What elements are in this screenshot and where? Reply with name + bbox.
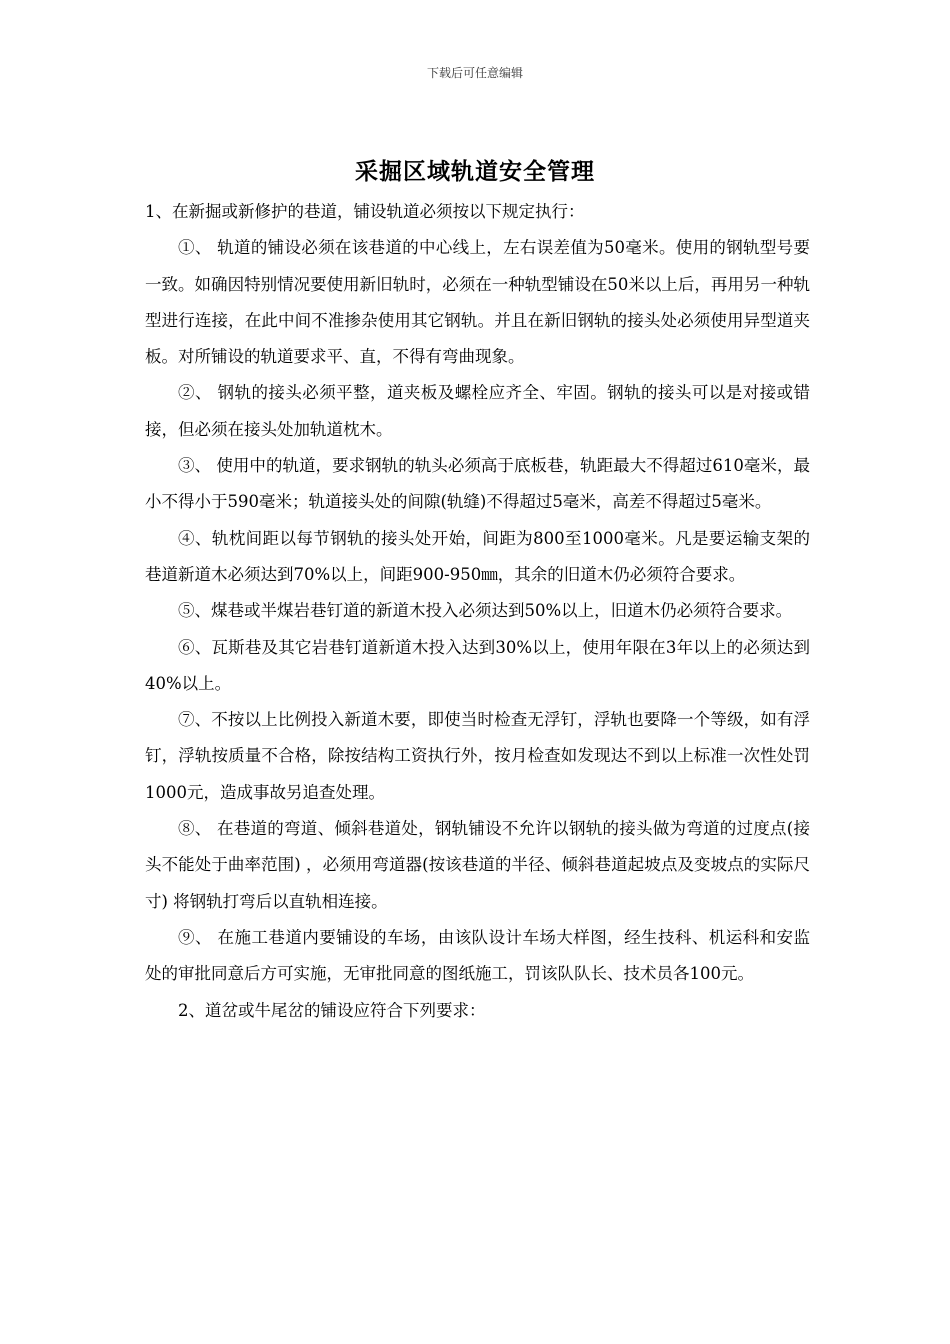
section-2-heading: 2、道岔或牛尾岔的铺设应符合下列要求： [178, 1000, 486, 1020]
header-note: 下载后可任意编辑 [426, 66, 523, 80]
paragraph-item-8: ⑧、 在巷道的弯道、倾斜巷道处，钢轨铺设不允许以钢轨的接头做为弯道的过度点(接头不能处于曲率范围) ，必须用弯道器(按该巷道的半径、倾斜巷道起坡点及变坡点的实际尺寸) 将钢轨打弯后以直轨相连接。 [145, 819, 810, 911]
document-body [145, 194, 810, 1029]
document-title: 采掘区域轨道安全管理 [355, 158, 595, 185]
paragraph-item-2: ②、 钢轨的接头必须平整，道夹板及螺栓应齐全、牢固。钢轨的接头可以是对接或错接，但必须在接头处加轨道枕木。 [145, 383, 810, 439]
paragraph-item-1: ①、 轨道的铺设必须在该巷道的中心线上，左右误差值为50毫米。使用的钢轨型号要一致。如确因特别情况要使用新旧轨时，必须在一种轨型铺设在50米以上后，再用另一种轨型进行连接，在此中间不准掺杂使用其它钢轨。并且在新旧钢轨的接头处必须使用异型道夹板。对所铺设的轨道要求平、直，不得有弯曲现象。 [145, 238, 810, 367]
paragraph-item-4: ④、轨枕间距以每节钢轨的接头处开始，间距为800至1000毫米。凡是要运输支架的巷道新道木必须达到70%以上，间距900-950㎜，其余的旧道木仍必须符合要求。 [145, 528, 810, 584]
paragraph-item-7: ⑦、不按以上比例投入新道木要，即使当时检查无浮钉，浮轨也要降一个等级，如有浮钉，浮轨按质量不合格，除按结构工资执行外，按月检查如发现达不到以上标准一次性处罚1000元，造成事故另追查处理。 [145, 710, 810, 802]
paragraph-item-5: ⑤、煤巷或半煤岩巷钉道的新道木投入必须达到50%以上，旧道木仍必须符合要求。 [178, 601, 793, 621]
paragraph-item-9: ⑨、 在施工巷道内要铺设的车场，由该队设计车场大样图，经生技科、机运科和安监处的审批同意后方可实施，无审批同意的图纸施工，罚该队队长、技术员各100元。 [145, 927, 810, 984]
paragraph-item-6: ⑥、瓦斯巷及其它岩巷钉道新道木投入达到30%以上，使用年限在3年以上的必须达到40%以上。 [145, 637, 810, 693]
section-1-heading: 1、在新掘或新修护的巷道，铺设轨道必须按以下规定执行： [145, 202, 585, 221]
paragraph-item-3: ③、 使用中的轨道，要求钢轨的轨头必须高于底板巷，轨距最大不得超过610毫米，最小不得小于590毫米；轨道接头处的间隙(轨缝)不得超过5毫米，高差不得超过5毫米。 [145, 456, 810, 512]
